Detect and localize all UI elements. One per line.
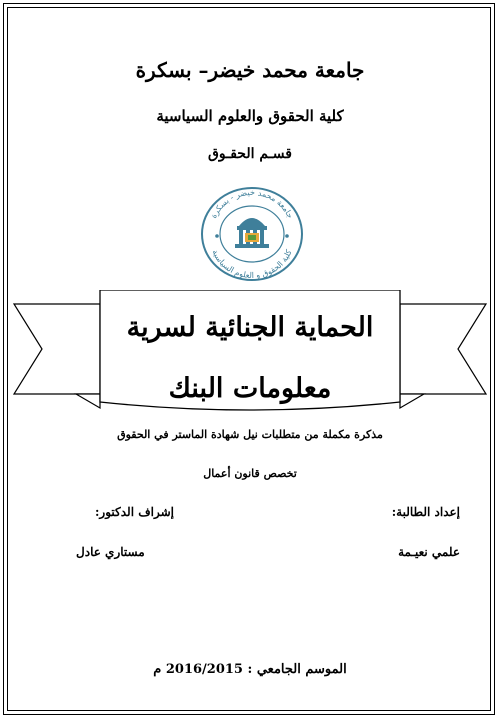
thesis-requirement-note: مذكرة مكملة من متطلبات نيل شهادة الماستر في الحقوق <box>117 428 383 441</box>
faculty-name: كلية الحقوق والعلوم السياسية <box>156 107 344 125</box>
supervisor-name: مستاري عادل <box>76 545 145 559</box>
specialty: تخصص قانون أعمال <box>203 467 297 480</box>
department-name: قسـم الحقـوق <box>208 146 292 162</box>
university-name: جامعة محمد خيضر– بسكرة <box>135 58 365 82</box>
prepared-by-label: إعداد الطالبة: <box>391 505 460 519</box>
thesis-title-line-2: معلومات البنك <box>168 373 332 404</box>
student-name: علمي نعيـمة <box>398 545 460 559</box>
academic-year: الموسم الجامعي : 2016/2015 م <box>153 662 347 677</box>
thesis-title-line-1: الحماية الجنائية لسرية <box>126 312 374 343</box>
seal-ring-text-top: جامعة محمد خيضر - بسكرة <box>209 187 295 220</box>
supervisor-label: إشراف الدكتور: <box>95 505 175 519</box>
seal-ring-text-bottom: كلية الحقوق و العلوم السياسية <box>210 248 294 281</box>
university-seal-logo <box>195 180 310 285</box>
